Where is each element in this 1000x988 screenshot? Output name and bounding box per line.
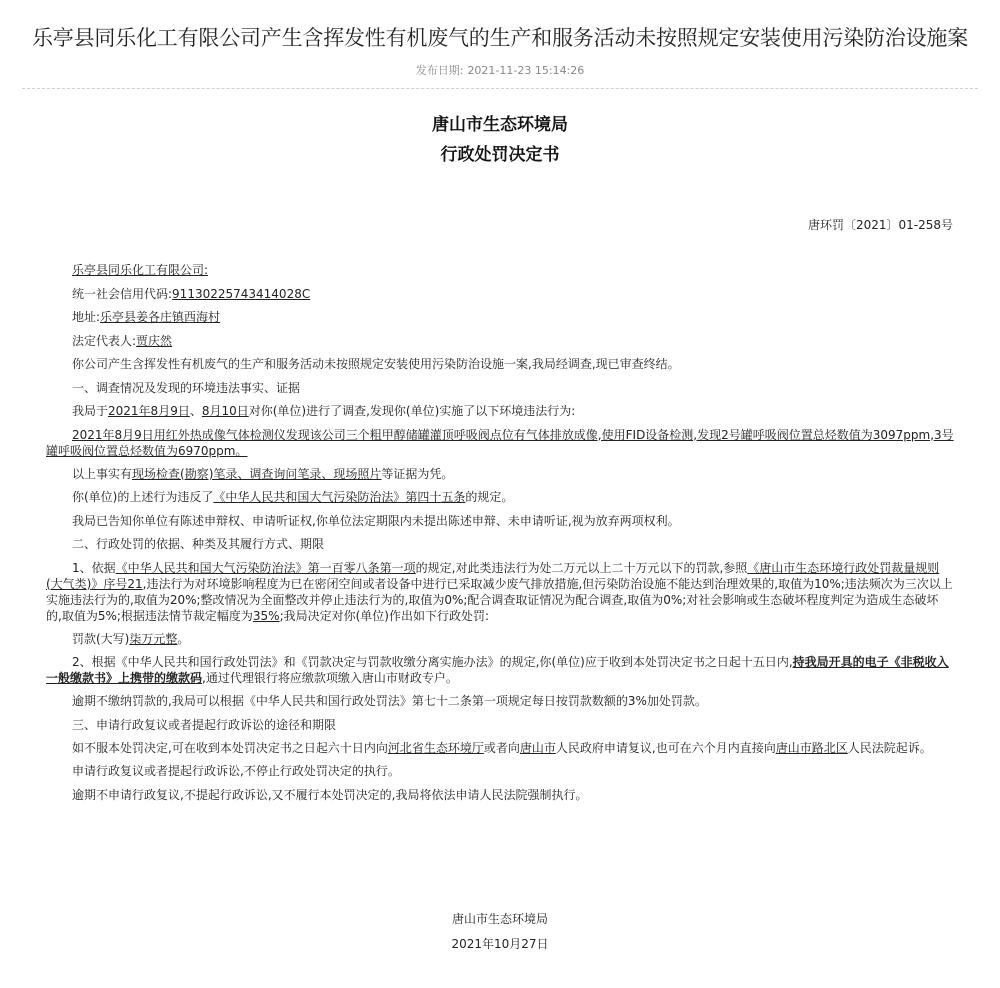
address: 乐亭县姜各庄镇西海村: [100, 310, 221, 324]
appeal-paragraph: [46, 740, 954, 756]
late-penalty-paragraph: 逾期不缴纳罚款的,我局可以根据《中华人民共和国行政处罚法》第七十二条第一项规定每日按罚款数额的3%加处罚款。: [72, 694, 707, 708]
violation-facts: 2021年8月9日用红外热成像气体检测仪发现该公司三个粗甲醇储罐灌顶呼吸阀点位有气体排放成像,使用FID设备检测,发现2号罐呼吸阀位置总烃数值为3097ppm,3号罐呼吸阀位置总烃数值为6970ppm。: [46, 427, 954, 458]
address-label: 地址:: [72, 310, 101, 324]
text-run: 2、根据《中华人民共和国行政处罚法》和《罚款决定与罚款收缴分离实施办法》的规定,你(单位)应于收到本处罚决定书之日起十五日内,: [72, 655, 793, 669]
publish-meta: [0, 62, 1000, 78]
discretion-rule: 《唐山市生态环境行政处罚裁量规则(大气类)》序号21: [46, 560, 940, 591]
intro-paragraph: 你公司产生含挥发性有机废气的生产和服务活动未按照规定安装使用污染防治设施一案,我局经调查,现已审查终结。: [72, 357, 680, 371]
text-run: 的规定。: [465, 490, 514, 504]
representative: 贾庆然: [136, 333, 173, 348]
section-heading-1: 一、调查情况及发现的环境违法事实、证据: [72, 380, 301, 395]
appeal-court: 唐山市路北区: [775, 741, 848, 755]
evidence-paragraph: [46, 466, 954, 482]
violated-law-paragraph: [46, 489, 954, 505]
text-run: 或者向: [483, 741, 520, 755]
appeal-agency: 河北省生态环境厅: [387, 741, 484, 755]
signature-org: 唐山市生态环境局: [451, 912, 548, 926]
text-run: 人民法院起诉。: [847, 741, 932, 755]
text-run: 我局于: [72, 404, 109, 418]
text-run: 等证据为凭。: [381, 466, 454, 481]
title-divider: [22, 88, 978, 89]
evidence-list: 现场检查(勘察)笔录、调查询问笔录、现场照片: [132, 466, 382, 481]
signature-date: 2021年10月27日: [451, 937, 549, 951]
enforcement-paragraph: 逾期不申请行政复议,不提起行政诉讼,又不履行本处罚决定的,我局将依法申请人民法院强制执行。: [72, 787, 588, 802]
section-heading-2: 二、行政处罚的依据、种类及其履行方式、期限: [72, 537, 325, 551]
investigation-date-1: 2021年8月9日: [108, 404, 190, 418]
document-number: 唐环罚〔2021〕01-258号: [807, 218, 953, 232]
address-line: [46, 309, 954, 325]
text-run: 、: [189, 404, 202, 418]
penalty-basis-paragraph: [46, 560, 954, 624]
text-run: 的规定,对此类违法行为处二万元以上二十万元以下的罚款,参照: [415, 560, 748, 575]
rep-label: 法定代表人:: [72, 333, 137, 348]
credit-label: 统一社会信用代码:: [72, 286, 173, 301]
publish-date: 2021-11-23 15:14:26: [467, 64, 585, 77]
issuing-org: 唐山市生态环境局: [432, 115, 568, 135]
fine-amount: 柒万元整: [129, 631, 178, 646]
payment-paragraph: [46, 654, 954, 686]
text-run: 以上事实有: [72, 466, 133, 481]
text-run: 人民政府申请复议,也可在六个月内直接向: [555, 741, 776, 755]
fine-amount-paragraph: [46, 631, 954, 647]
no-suspension-paragraph: 申请行政复议或者提起行政诉讼,不停止行政处罚决定的执行。: [72, 764, 400, 778]
investigation-date-2: 8月10日: [201, 404, 249, 418]
representative-line: [46, 333, 954, 349]
text-run: 1、依据: [72, 560, 116, 575]
section-heading-3: 三、申请行政复议或者提起行政诉讼的途径和期限: [72, 717, 337, 732]
violated-law: 《中华人民共和国大气污染防治法》第四十五条: [213, 490, 466, 504]
text-run: ,通过代理银行将应缴款项缴入唐山市财政专户。: [202, 671, 458, 685]
text-run: 你(单位)的上述行为违反了: [72, 490, 214, 504]
law-basis: 《中华人民共和国大气污染防治法》第一百零八条第一项: [115, 560, 416, 575]
text-run: ;我局决定对你(单位)作出如下行政处罚:: [279, 608, 490, 623]
investigation-paragraph: [46, 403, 954, 419]
document-body: [46, 262, 954, 810]
appeal-city: 唐山市: [519, 741, 556, 755]
text-run: 对你(单位)进行了调查,发现你(单位)实施了以下环境违法行为:: [248, 404, 576, 418]
payment-code-note: 持我局开具的电子《非税收入一般缴款书》上携带的缴款码: [46, 655, 949, 685]
text-run: 如不服本处罚决定,可在收到本处罚决定书之日起六十日内向: [72, 741, 388, 755]
page-title: 乐亭县同乐化工有限公司产生含挥发性有机废气的生产和服务活动未按照规定安装使用污染防治设施案: [32, 26, 968, 50]
publish-label: 发布日期:: [415, 64, 464, 77]
credit-code-line: [46, 286, 954, 302]
credit-code: 91130225743414028C: [172, 286, 311, 301]
text-run: 。: [177, 631, 190, 646]
text-run: 罚款(大写): [72, 631, 130, 646]
party-name: 乐亭县同乐化工有限公司:: [72, 263, 209, 277]
party-name-line: [46, 262, 954, 278]
text-run: ,违法行为对环境影响程度为已在密闭空间或者设备中进行已采取减少废气排放措施,但污染防治设施不能达到治理效果的,取值为10%;违法频次为三次以上实施违法行为的,取值为20%;整改情况为全面整改并停止违法行为的,取值为0%;配合调查取证情况为配合调查,取值为0%;对社会影响或生态破坏程度判定为造成生态破坏的,取值为5%;根据违法情节裁定幅度为: [46, 576, 953, 623]
rights-paragraph: 我局已告知你单位有陈述申辩权、申请听证权,你单位法定期限内未提出陈述申辩、未申请听证,视为放弃两项权利。: [72, 513, 680, 528]
violation-facts-paragraph: [46, 427, 954, 459]
discretion-rate: 35%: [252, 608, 280, 623]
document-type: 行政处罚决定书: [440, 145, 560, 165]
